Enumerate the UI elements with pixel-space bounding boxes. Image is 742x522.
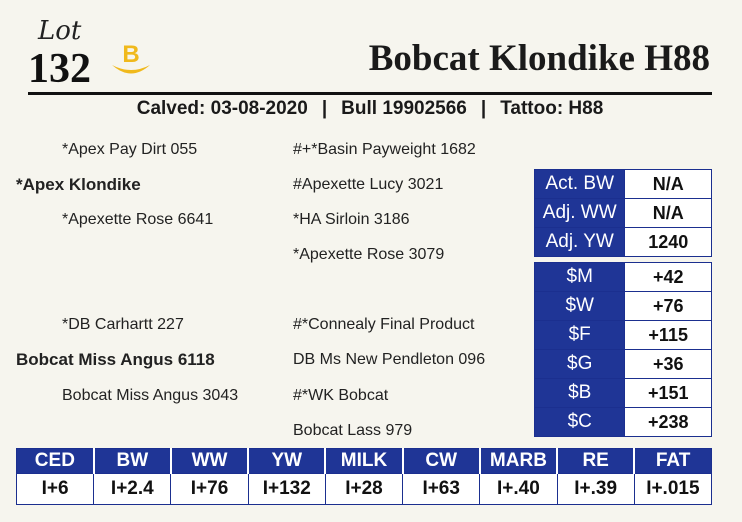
epd-value: I+.015 [634, 474, 711, 505]
dam: Bobcat Miss Angus 6118 [16, 350, 215, 369]
index-label: $W [535, 292, 625, 321]
epd-header: CED [17, 449, 94, 474]
table-row [535, 292, 712, 321]
dam-sire-sire: #*Connealy Final Product [293, 316, 475, 333]
epd-value: I+.39 [557, 474, 634, 505]
bobcat-logo [108, 38, 154, 82]
epd-header: WW [171, 449, 248, 474]
epd-header: MARB [480, 449, 557, 474]
dam-sire-dam: DB Ms New Pendleton 096 [293, 351, 486, 368]
epd-header: BW [94, 449, 171, 474]
epd-header: YW [248, 449, 325, 474]
epd-header: MILK [325, 449, 402, 474]
sire: *Apex Klondike [16, 175, 141, 194]
epd-header: CW [403, 449, 480, 474]
epd-table [16, 448, 712, 505]
weight-value: N/A [625, 199, 712, 228]
epd-value-row [17, 474, 712, 505]
table-row [535, 350, 712, 379]
weight-label: Act. BW [535, 170, 625, 199]
index-value: +238 [625, 408, 712, 437]
sire-dam-sire: *HA Sirloin 3186 [293, 211, 410, 228]
table-row [535, 170, 712, 199]
epd-header: FAT [634, 449, 711, 474]
dam-sire: *DB Carhartt 227 [62, 316, 184, 333]
epd-value: I+28 [325, 474, 402, 505]
weight-value: N/A [625, 170, 712, 199]
epd-value: I+132 [248, 474, 325, 505]
separator: | [321, 98, 328, 119]
index-value: +42 [625, 263, 712, 292]
sire-sire: *Apex Pay Dirt 055 [62, 141, 198, 158]
index-value: +36 [625, 350, 712, 379]
header-divider [28, 92, 712, 95]
table-row [535, 263, 712, 292]
weight-label: Adj. WW [535, 199, 625, 228]
animal-info-line [28, 97, 712, 121]
sire-sire-dam: #Apexette Lucy 3021 [293, 176, 444, 193]
index-value: +115 [625, 321, 712, 350]
sire-dam: *Apexette Rose 6641 [62, 211, 214, 228]
dam-dam-dam: Bobcat Lass 979 [293, 422, 413, 439]
sire-dam-dam: *Apexette Rose 3079 [293, 246, 445, 263]
animal-name: Bobcat Klondike H88 [368, 38, 710, 79]
epd-value: I+63 [403, 474, 480, 505]
epd-header-row [17, 449, 712, 474]
index-value: +76 [625, 292, 712, 321]
table-row [535, 228, 712, 257]
epd-value: I+2.4 [94, 474, 171, 505]
weights-table [534, 169, 712, 257]
table-row [535, 408, 712, 437]
epd-value: I+76 [171, 474, 248, 505]
index-label: $F [535, 321, 625, 350]
weight-value: 1240 [625, 228, 712, 257]
tattoo: Tattoo: H88 [500, 98, 604, 119]
table-row [535, 379, 712, 408]
index-label: $C [535, 408, 625, 437]
dam-dam: Bobcat Miss Angus 3043 [62, 387, 239, 404]
lot-label: Lot [38, 16, 82, 46]
lot-number: 132 [28, 46, 91, 92]
table-row [535, 199, 712, 228]
table-row [535, 321, 712, 350]
weight-label: Adj. YW [535, 228, 625, 257]
dam-dam-sire: #*WK Bobcat [293, 387, 389, 404]
index-value: +151 [625, 379, 712, 408]
index-table [534, 262, 712, 437]
registration-number: Bull 19902566 [341, 98, 467, 119]
calved-date: Calved: 03-08-2020 [136, 98, 308, 119]
index-label: $B [535, 379, 625, 408]
logo-letter: B [122, 41, 140, 68]
sire-sire-sire: #+*Basin Payweight 1682 [293, 141, 476, 158]
epd-value: I+.40 [480, 474, 557, 505]
epd-header: RE [557, 449, 634, 474]
epd-value: I+6 [17, 474, 94, 505]
separator: | [480, 98, 487, 119]
index-label: $M [535, 263, 625, 292]
index-label: $G [535, 350, 625, 379]
